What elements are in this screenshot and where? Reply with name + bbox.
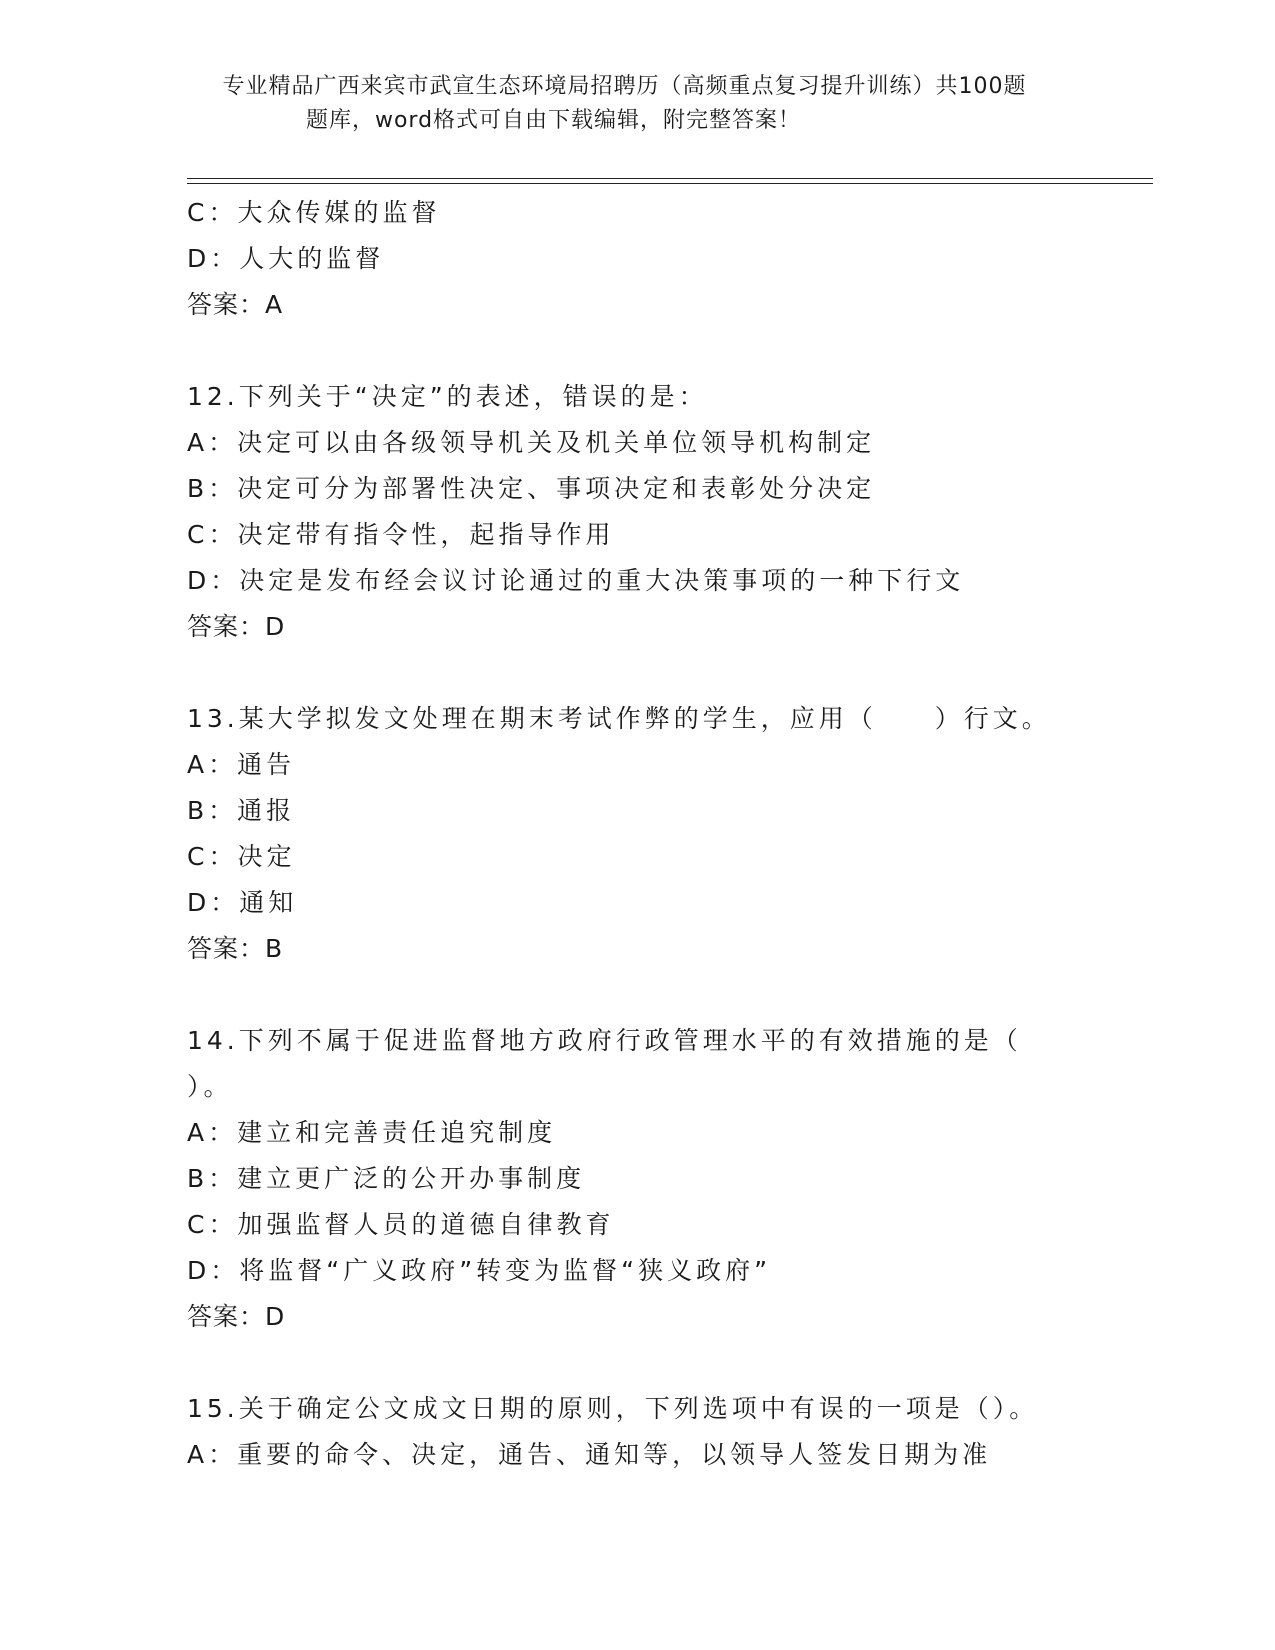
answer-line: 答案：A bbox=[187, 290, 284, 319]
option-a: A：通告 bbox=[187, 750, 296, 779]
header-divider-bottom bbox=[187, 183, 1153, 184]
answer-line: 答案：D bbox=[187, 612, 286, 641]
option-c: C：决定 bbox=[187, 842, 296, 871]
option-d: D：人大的监督 bbox=[187, 244, 385, 273]
option-c: C：大众传媒的监督 bbox=[187, 198, 441, 227]
answer-line: 答案：D bbox=[187, 1302, 286, 1331]
question-stem: 13.某大学拟发文处理在期末考试作弊的学生，应用（ ）行文。 bbox=[187, 704, 1051, 733]
question-stem-line-1: 14.下列不属于促进监督地方政府行政管理水平的有效措施的是（ bbox=[187, 1026, 1022, 1055]
document-header bbox=[0, 70, 1275, 138]
question-stem: 12.下列关于“决定”的表述，错误的是： bbox=[187, 382, 708, 411]
document-title-line-1: 专业精品广西来宾市武宣生态环境局招聘历（高频重点复习提升训练）共100题 bbox=[222, 74, 1027, 99]
question-11-tail bbox=[187, 190, 1147, 328]
spacer bbox=[187, 328, 1147, 374]
spacer bbox=[187, 972, 1147, 1018]
header-divider-top bbox=[187, 178, 1153, 179]
option-d: D：通知 bbox=[187, 888, 298, 917]
answer-line: 答案：B bbox=[187, 934, 284, 963]
option-b: B：通报 bbox=[187, 796, 296, 825]
option-c: C：决定带有指令性，起指导作用 bbox=[187, 520, 615, 549]
option-c: C：加强监督人员的道德自律教育 bbox=[187, 1210, 615, 1239]
option-b: B：决定可分为部署性决定、事项决定和表彰处分决定 bbox=[187, 474, 876, 503]
spacer bbox=[187, 650, 1147, 696]
spacer bbox=[187, 1340, 1147, 1386]
question-stem-line-2: ）。 bbox=[187, 1072, 233, 1101]
question-12 bbox=[187, 374, 1147, 650]
option-a: A：决定可以由各级领导机关及机关单位领导机构制定 bbox=[187, 428, 876, 457]
option-d: D：决定是发布经会议讨论通过的重大决策事项的一种下行文 bbox=[187, 566, 965, 595]
question-stem: 15.关于确定公文成文日期的原则，下列选项中有误的一项是（）。 bbox=[187, 1394, 1039, 1423]
question-list bbox=[187, 190, 1147, 1478]
option-a: A：建立和完善责任追究制度 bbox=[187, 1118, 557, 1147]
question-13 bbox=[187, 696, 1147, 972]
document-title-line-2: 题库，word格式可自由下载编辑，附完整答案！ bbox=[305, 108, 802, 133]
option-b: B：建立更广泛的公开办事制度 bbox=[187, 1164, 586, 1193]
option-a: A：重要的命令、决定，通告、通知等，以领导人签发日期为准 bbox=[187, 1440, 992, 1469]
question-14 bbox=[187, 1018, 1147, 1340]
question-15 bbox=[187, 1386, 1147, 1478]
option-d: D：将监督“广义政府”转变为监督“狭义政府” bbox=[187, 1256, 772, 1285]
